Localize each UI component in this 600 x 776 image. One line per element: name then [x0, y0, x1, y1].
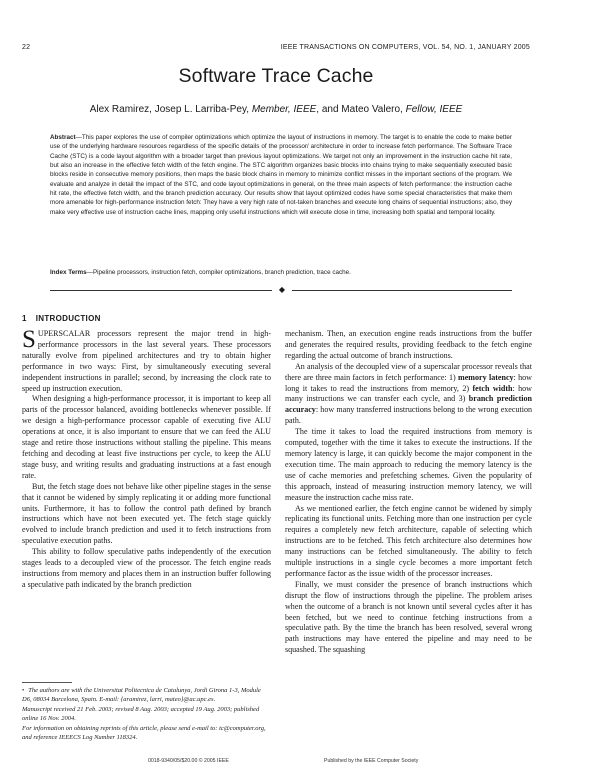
- drop-cap: S: [22, 329, 36, 353]
- author-role-1: Member, IEEE: [251, 104, 317, 115]
- author-role-2: Fellow, IEEE: [405, 104, 463, 115]
- running-header: [22, 44, 530, 56]
- paragraph: The time it takes to load the required instructions from memory is computed, together with the time it takes to execute the instructions. If the memory latency is large, it can quickly become the major component in the execution time. The main approach to reducing the memory latency is the use of cache memories and prefetching schemes. Given the popularity of this approach, instead of measuring instruction memory latency, we will measure the instruction cache miss rate.: [285, 427, 532, 502]
- paragraph: [22, 329, 271, 394]
- author-names-2: , and Mateo Valero,: [316, 104, 406, 115]
- body-column-right: [285, 329, 532, 759]
- footnote-manuscript: Manuscript received 21 Feb. 2003; revised 8 Aug. 2003; accepted 19 Aug. 2003; published online 16 Nov. 2004.: [22, 706, 260, 722]
- section-title: INTRODUCTION: [35, 314, 101, 323]
- bullet-icon: •: [22, 687, 25, 694]
- paragraph: [285, 362, 532, 427]
- page-footer: [0, 758, 600, 768]
- term-branch-prediction-accuracy: branch prediction accuracy: [285, 394, 532, 415]
- divider-ornament-icon: ◆: [272, 285, 292, 295]
- abstract: Abstract—This paper explores the use of compiler optimizations which optimize the layout of instructions in memory. The target is to enable the code to make better use of the underlying hardware resources regardless of the specific details of the processor/ architecture in order to increase fetch performance. The Software Trace Cache (STC) is a code layout algorithm with a broader target than previous layout optimizations. We target not only an improvement in the instruction cache hit rate, but also an increase in the effective fetch width of the fetch engine. The STC algorithm organizes basic blocks into chains trying to make sequentially executed basic blocks reside in consecutive memory positions, then maps the basic block chains in memory to minimize conflict misses in the important sections of the program. We evaluate and analyze in detail the impact of the STC, and code layout optimizations in general, on the three main aspects of fetch performance: the instruction cache hit rate, the effective fetch width, and the branch prediction accuracy. Our results show that layout optimized codes have some special characteristics that make them more amenable for high-performance instruction fetch: They have a very high rate of not-taken branches and execute long chains of sequential instructions; also, they make very effective use of instruction cache lines, mapping only useful instructions which will execute close in time, increasing both spatial and temporal locality.: [50, 134, 512, 216]
- footnote-affiliation: [22, 687, 271, 704]
- paragraph: As we mentioned earlier, the fetch engine cannot be widened by simply replicating its functional units. Fetching more than one instruction per cycle requires a completely new fetch architecture, capable of selecting which instructions are to be fetched. This fetch architecture also determines how many instructions can be fetched simultaneously. The ability to fetch multiple instructions in a single cycle becomes a more important fetch performance factor as the issue width of the processor increases.: [285, 503, 532, 578]
- footnote-text: The authors are with the Universitat Politecnica de Catalunya, Jordi Girona 1-3, Module D6, 08034 Barcelona, Spain. E-mail: {aramirez, larri, mateo}@ac.upc.es.: [22, 687, 261, 703]
- paragraph-text: : how long it takes to read the instructions from memory, 2): [285, 372, 532, 393]
- paragraph-text: : how many instructions we can transfer each cycle, and 3): [285, 383, 532, 404]
- publisher-line: Published by the IEEE Computer Society: [324, 758, 419, 764]
- paragraph: When designing a high-performance processor, it is important to keep all parts of the processor balanced, avoiding bottlenecks whenever possible. If we design a high-performance processor capable of executing five ALU operations at once, it is also important to ensure that we can feed the ALU stage and retire those instructions without stalling the pipeline. This means fetching and decoding at least five instructions per cycle, to keep the ALU stage busy, and writing results and graduating instructions at a fast enough rate.: [22, 394, 271, 480]
- index-terms-label: Index Terms: [50, 269, 87, 276]
- smallcaps-word: UPERSCALAR: [37, 329, 91, 338]
- index-terms-text: Pipeline processors, instruction fetch, compiler optimizations, branch prediction, trace cache.: [92, 269, 351, 276]
- term-fetch-width: fetch width: [472, 383, 513, 393]
- paragraph-text: : how many transferred instructions belong to the wrong execution path.: [285, 405, 532, 426]
- body-column-left: [22, 329, 271, 681]
- abstract-label: Abstract: [50, 134, 76, 141]
- section-heading: [22, 314, 101, 323]
- author-names-1: Alex Ramirez, Josep L. Larriba-Pey,: [89, 104, 252, 115]
- footnote-reprints: For information on obtaining reprints of this article, please send e-mail to: tc@computer.org, and reference IEEECS Log Number 118324.: [22, 725, 266, 741]
- abstract-text: This paper explores the use of compiler optimizations which optimize the layout of instructions in memory. The target is to enable the code to make better use of the underlying hardware resources regardless of the specific details of the processor/ architecture in order to increase fetch performance. The Software Trace Cache (STC) is a code layout algorithm with a broader target than previous layout optimizations. We target not only an improvement in the instruction cache hit rate, but also an increase in the effective fetch width of the fetch engine. The STC algorithm organizes basic blocks into chains trying to make sequentially executed basic blocks reside in consecutive memory positions, then maps the basic block chains in memory to minimize conflict misses in the important sections of the program. We evaluate and analyze in detail the impact of the STC, and code layout optimizations in general, on the three main aspects of fetch performance: the instruction cache hit rate, the effective fetch width, and the branch prediction accuracy. Our results show that layout optimized codes have some special characteristics that make them more amenable for high-performance instruction fetch: They have a very high rate of not-taken branches and execute long chains of sequential instructions; also, they make very effective use of instruction cache lines, mapping only useful instructions which will execute close in time, increasing both spatial and temporal locality.: [50, 134, 512, 216]
- paragraph-text: An analysis of the decoupled view of a superscalar processor reveals that there are three main factors in fetch performance: 1): [285, 361, 532, 382]
- index-terms: Index Terms—Pipeline processors, instruction fetch, compiler optimizations, branch prediction, trace cache.: [50, 269, 351, 276]
- paragraph-text: processors represent the major trend in high-performance processors in the last several years. These processors naturally evolve from pipelined architectures and try to obtain higher performance in two ways: First, by simultaneously executing several independent instructions in parallel; second, by increasing the clock rate to speed up instruction execution.: [22, 329, 271, 393]
- paragraph: This ability to follow speculative paths independently of the execution stages leads to a decoupled view of the processor. The fetch engine reads instructions from memory and places them in an instruction buffer following a speculative path indicated by the branch prediction: [22, 547, 271, 589]
- paragraph: But, the fetch stage does not behave like other pipeline stages in the sense that it cannot be widened by simply replicating it or adding more functional units. Furthermore, it has to follow the control path defined by branch instructions which have not been executed yet. The fetch stage quickly evolved to include branch prediction and used it to fetch instructions from speculative execution paths.: [22, 481, 271, 546]
- author-line: [22, 104, 530, 115]
- section-number: 1: [22, 314, 27, 323]
- paragraph: mechanism. Then, an execution engine reads instructions from the buffer and generates the required results, providing feedback to the fetch engine regarding the actual outcome of branch instructions.: [285, 329, 532, 360]
- journal-info: IEEE TRANSACTIONS ON COMPUTERS, VOL. 54, NO. 1, JANUARY 2005: [280, 44, 530, 51]
- footnotes: [22, 687, 271, 745]
- paragraph: Finally, we must consider the presence of branch instructions which disrupt the flow of instructions through the pipeline. The problem arises when the outcome of a branch is not known until several cycles after it has been fetched, but we need to continue fetching instructions from a speculative path. By the time the branch has been resolved, several wrong path instructions may have entered the pipeline and may need to be squashed. The squashing: [285, 579, 532, 655]
- issn-copyright: 0018-9340/05/$20.00 © 2005 IEEE: [148, 758, 229, 764]
- footnote-rule: [22, 682, 72, 683]
- paper-title: Software Trace Cache: [178, 65, 374, 87]
- term-memory-latency: memory latency: [458, 372, 514, 382]
- page-number: 22: [22, 44, 31, 51]
